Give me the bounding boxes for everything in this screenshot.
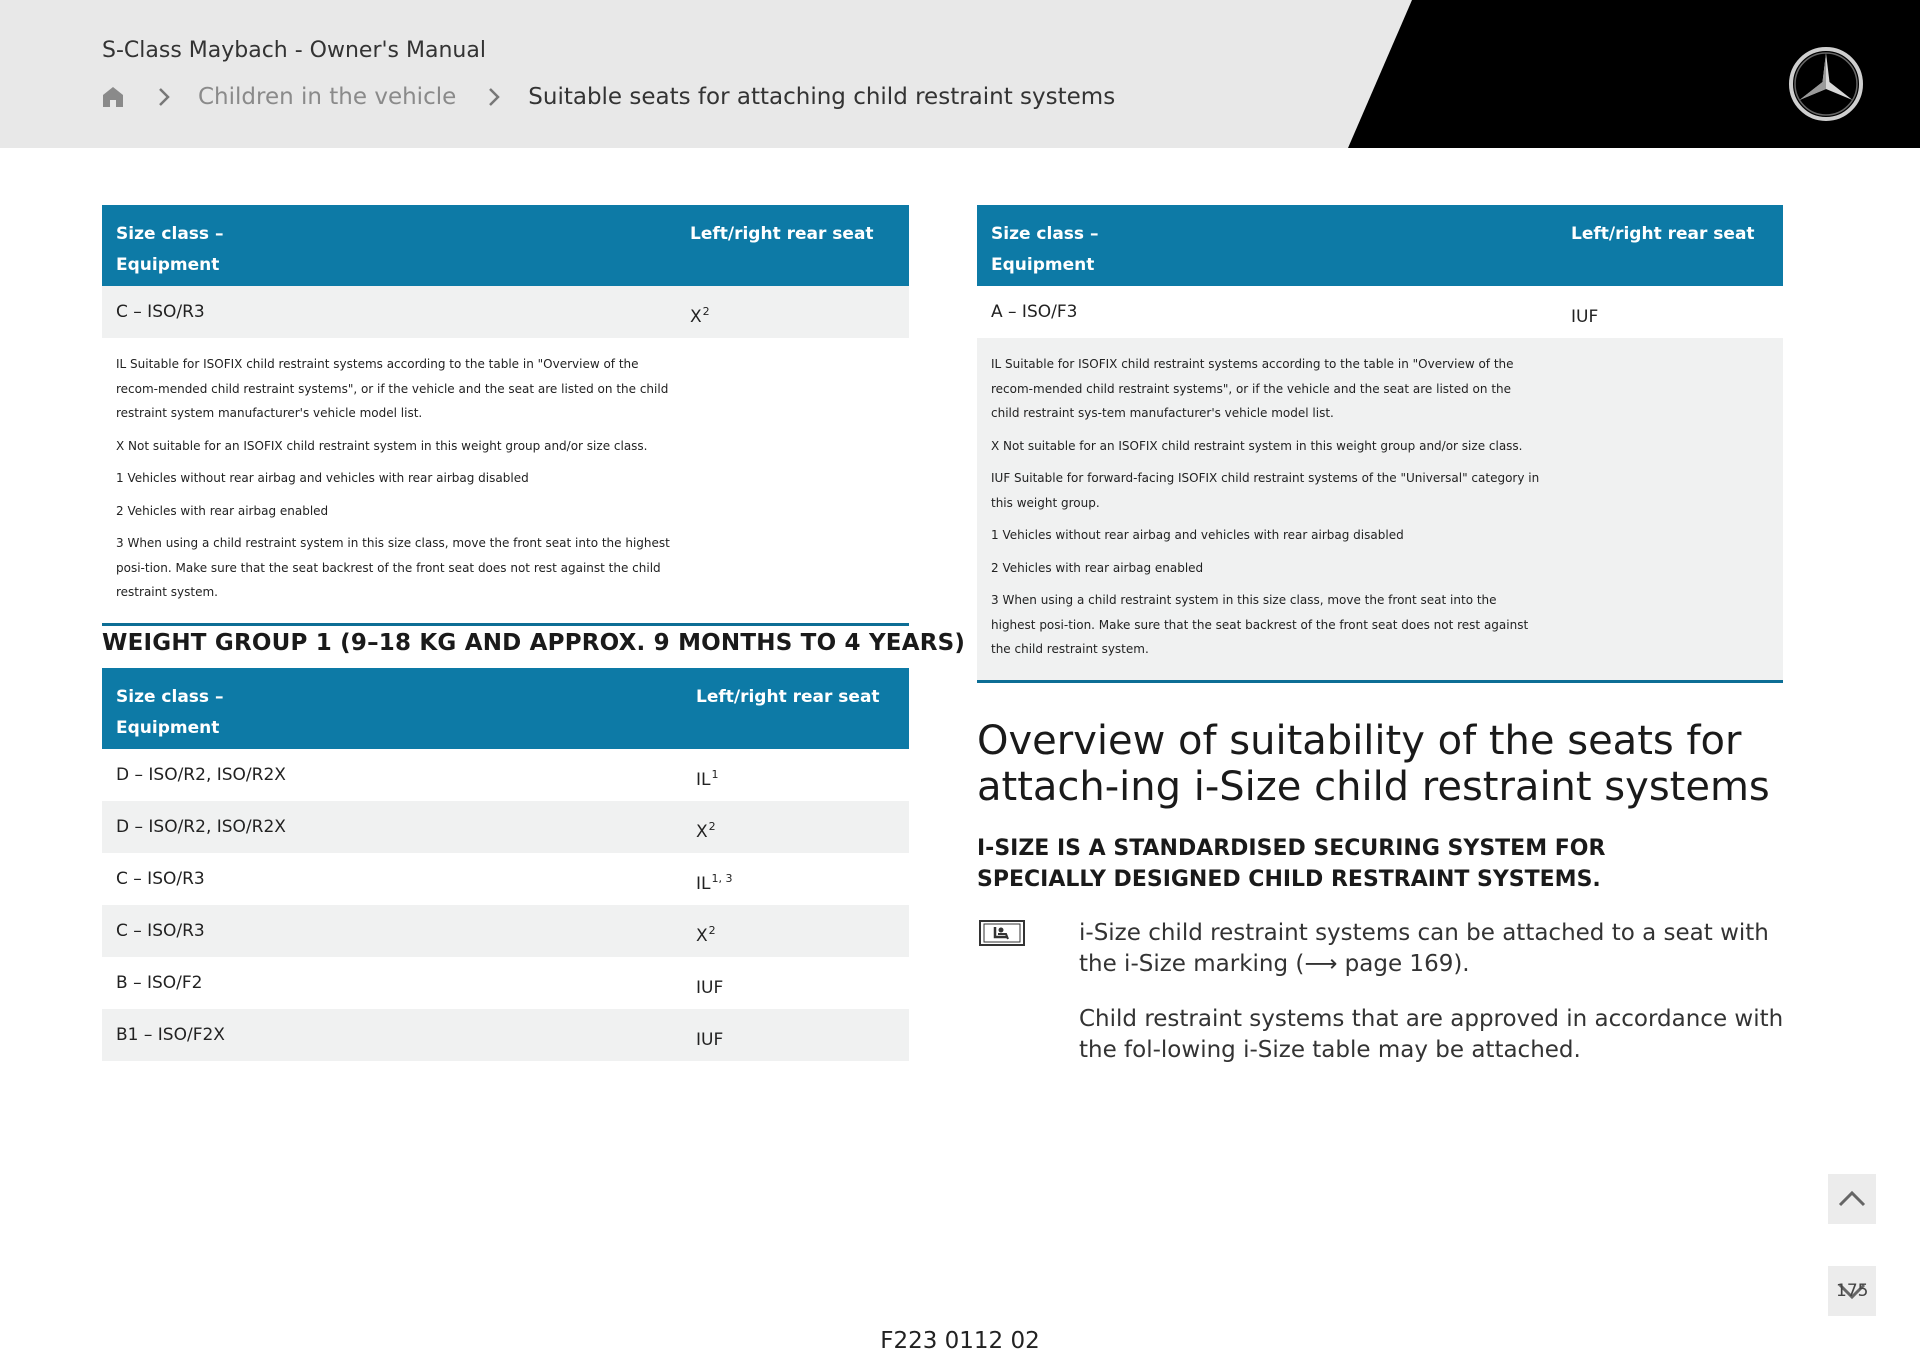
- section-heading: Overview of suitability of the seats for attach-ing i-Size child restraint systems: [977, 718, 1770, 810]
- paragraph-isize-marking: i-Size child restraint systems can be attached to a seat with the i-Size marking (⟶ page 169).: [1079, 920, 1769, 977]
- table-header: [977, 205, 1783, 286]
- size-class-cell: B1 – ISO/F2X: [116, 1025, 225, 1045]
- suitability-cell: IUF: [1571, 307, 1599, 327]
- breadcrumb-current: Suitable seats for attaching child restraint systems: [528, 84, 1116, 110]
- header-rear-seat: Left/right rear seat: [690, 224, 874, 244]
- table-row: [102, 286, 909, 338]
- breadcrumb-link-children[interactable]: Children in the vehicle: [198, 84, 457, 110]
- header-size-class: Size class – Equipment: [116, 687, 224, 738]
- table-header: [102, 668, 909, 749]
- table-row: [102, 749, 909, 801]
- note-3: 3 When using a child restraint system in this size class, move the front seat into the highest posi-tion. Make sure that the seat backrest of the front seat does not rest against the child restraint system.: [116, 536, 670, 599]
- weight-group-heading: WEIGHT GROUP 1 (9–18 KG AND APPROX. 9 MONTHS TO 4 YEARS): [102, 630, 966, 656]
- table-row: [102, 905, 909, 957]
- chevron-up-icon: [1837, 1189, 1867, 1209]
- note-2: 2 Vehicles with rear airbag enabled: [116, 503, 329, 518]
- size-class-cell: C – ISO/R3: [116, 302, 205, 322]
- home-icon[interactable]: [102, 86, 124, 108]
- chevron-right-icon: [486, 87, 502, 107]
- note-x: X Not suitable for an ISOFIX child restraint system in this weight group and/or size class.: [116, 438, 648, 453]
- note-x: X Not suitable for an ISOFIX child restraint system in this weight group and/or size class.: [991, 438, 1523, 453]
- note-il: IL Suitable for ISOFIX child restraint systems according to the table in "Overview of the recom-mended child restraint systems", or if the vehicle and the seat are listed on the child restraint system manufacturer's vehicle model list.: [116, 357, 669, 420]
- isize-seat-icon: [979, 920, 1025, 946]
- note-il: IL Suitable for ISOFIX child restraint systems according to the table in "Overview of the recom-mended child restraint systems", or if the vehicle and the seat are listed on the child restraint sys-tem manufacturer's vehicle model list.: [991, 357, 1514, 420]
- note-2: 2 Vehicles with rear airbag enabled: [991, 560, 1204, 575]
- size-class-cell: B – ISO/F2: [116, 973, 203, 993]
- size-class-cell: C – ISO/R3: [116, 869, 205, 889]
- table-header: [102, 205, 909, 286]
- table-left-top: [102, 205, 909, 626]
- suitability-cell: IL$^{1, 3}$: [696, 872, 733, 894]
- document-title: S-Class Maybach - Owner's Manual: [102, 38, 486, 63]
- size-class-cell: D – ISO/R2, ISO/R2X: [116, 817, 286, 837]
- header-rear-seat: Left/right rear seat: [696, 687, 880, 707]
- table-right: [977, 205, 1783, 683]
- paragraph-approved-systems: Child restraint systems that are approved in accordance with the fol-lowing i-Size table may be attached.: [1079, 1006, 1784, 1063]
- suitability-cell: $X^2$: [690, 305, 710, 327]
- suitability-cell: $X^2$: [696, 924, 716, 946]
- chevron-right-icon: [156, 87, 172, 107]
- table-row: [102, 801, 909, 853]
- note-1: 1 Vehicles without rear airbag and vehicles with rear airbag disabled: [116, 471, 529, 485]
- breadcrumb: [102, 80, 1115, 114]
- size-class-cell: D – ISO/R2, ISO/R2X: [116, 765, 286, 785]
- suitability-cell: $X^2$: [696, 820, 716, 842]
- note-3: 3 When using a child restraint system in this size class, move the front seat into the highest posi-tion. Make sure that the seat backrest of the front seat does not rest against the child restraint system.: [991, 593, 1529, 656]
- suitability-cell: IUF: [696, 978, 724, 998]
- suitability-cell: IUF: [696, 1030, 724, 1050]
- size-class-cell: A – ISO/F3: [991, 302, 1078, 322]
- header-rear-seat: Left/right rear seat: [1571, 224, 1755, 244]
- table-weight-group-1: [102, 668, 909, 1061]
- size-class-cell: C – ISO/R3: [116, 921, 205, 941]
- scroll-up-button[interactable]: [1828, 1174, 1876, 1224]
- page-number: 175: [1836, 1281, 1869, 1301]
- header-size-class: Size class – Equipment: [991, 224, 1099, 275]
- suitability-cell: $IL^1$: [696, 768, 719, 790]
- table-row: [102, 1009, 909, 1061]
- table-bottom-rule: [977, 680, 1783, 683]
- page-header: [0, 0, 1920, 148]
- mercedes-star-logo: [1788, 46, 1864, 122]
- note-iuf: IUF Suitable for forward-facing ISOFIX child restraint systems of the "Universal" category in this weight group.: [991, 471, 1540, 510]
- table-row: [977, 286, 1783, 338]
- table-row: [102, 853, 909, 905]
- section-subheading: I-SIZE IS A STANDARDISED SECURING SYSTEM FOR SPECIALLY DESIGNED CHILD RESTRAINT SYSTEMS.: [977, 836, 1606, 892]
- header-size-class: Size class – Equipment: [116, 224, 224, 275]
- note-1: 1 Vehicles without rear airbag and vehicles with rear airbag disabled: [991, 528, 1404, 542]
- table-row: [102, 957, 909, 1009]
- footer-code: F223 0112 02: [880, 1328, 1040, 1354]
- table-notes: [102, 338, 682, 623]
- table-bottom-rule: [102, 623, 909, 626]
- table-notes: [977, 338, 1783, 680]
